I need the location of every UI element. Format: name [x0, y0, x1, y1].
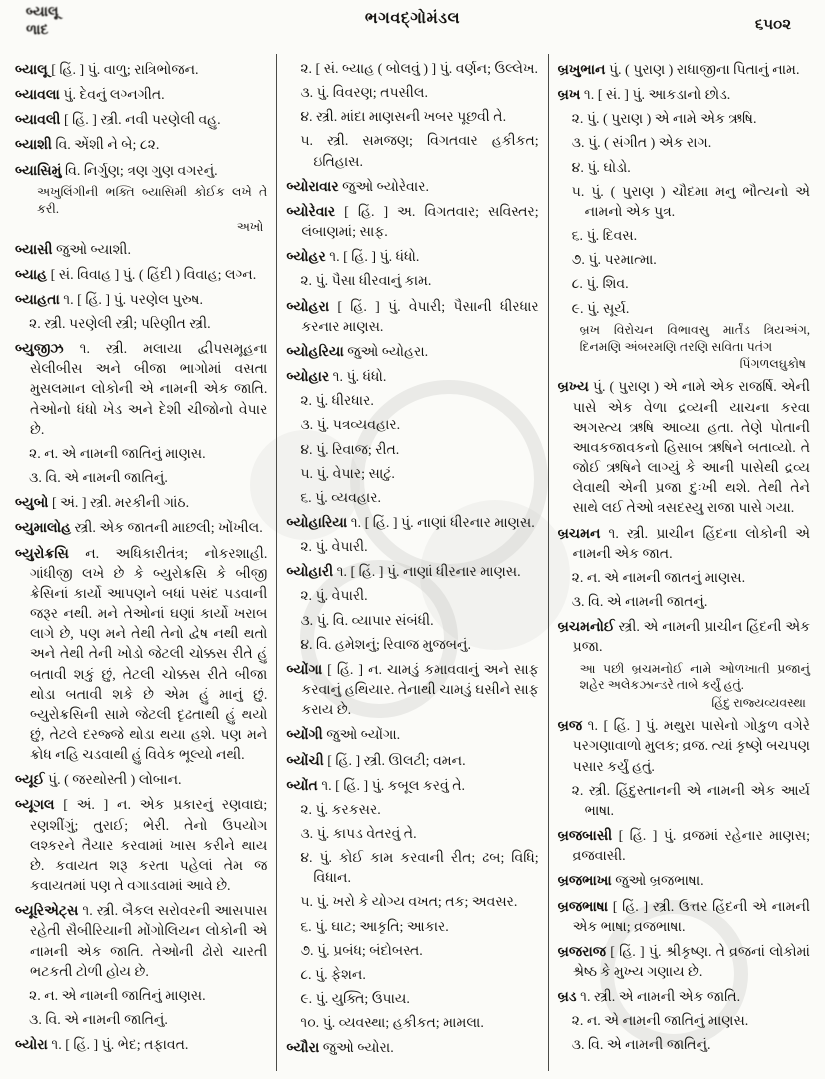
headword: બ્યાવલી: [15, 113, 61, 129]
sense-line: ૪. પું. રિવાજ; રીત.: [300, 442, 400, 458]
headword: બ્યૂરિએટ્સ: [15, 904, 79, 920]
dictionary-entry: બ્રચમન ૧. સ્ત્રી. પ્રાચીન હિંદના લોકોની એ નામની એક જાત.: [557, 526, 810, 562]
sense-line: ૨. સ્ત્રી. પરણેલી સ્ત્રી; પરિણીત સ્ત્રી.: [29, 317, 211, 332]
dictionary-entry: બ્રખ ૧. [ સં. ] પું. આકડાનો છોડ.: [557, 88, 731, 104]
sense-line: ૩. પું. કાપડ વેતરવું તે.: [300, 827, 417, 842]
dictionary-entry: બ્રજરાજ [ હિં. ] પું. શ્રીકૃષ્ણ. તે વ્રજનાં લોકોમાં શ્રેષ્ઠ કે મુખ્ય ગણાય છે.: [557, 944, 810, 980]
headword: બ્રજભાખા: [557, 874, 612, 890]
sense-line: ૮. પું. ફેશન.: [300, 967, 366, 983]
dictionary-entry: બ્યૂરિએટ્સ ૧. સ્ત્રી. બૈકલ સરોવરની આસપાસ રહેતી સૈબીરિયાની મોંગોલિયન લોકોની એ નામની એક જાતિ. તેઓની ઢોરો ચારતી ભટકતી ટોળી હોય છે.: [15, 904, 268, 980]
sense-line: ૨. પું. ધીરધાર.: [300, 394, 374, 410]
dictionary-entry: બ્યાલૂ [ હિં. ] પું. વાળુ; રાત્રિભોજન.: [15, 63, 199, 78]
headword: બ્યુમાલોહ: [15, 521, 72, 537]
dictionary-entry: બ્યુબો [ અં. ] સ્ત્રી. મરકીની ગાંઠ.: [15, 496, 190, 512]
dictionary-entry: બ્યૌરા જુઓ બ્યોરા.: [286, 1041, 394, 1057]
sense-line: ૩. વિ. એ નામની જાતિનું.: [29, 471, 168, 487]
headword: બ્યોહરા: [286, 299, 330, 315]
quotation-attribution: અખો: [236, 219, 264, 234]
dictionary-entry: બ્રજભાખા જુઓ બ્રજભાષા.: [557, 874, 704, 890]
dictionary-entry: બ્યોહારી ૧. [ હિં. ] પું. નાણાં ધીરનાર માણસ.: [286, 565, 521, 581]
headword: બ્યૌરા: [286, 1041, 320, 1057]
dictionary-column-3: [549, 54, 819, 1071]
sense-line: ૩. પું. વિવરણ; તપસીલ.: [300, 86, 428, 102]
sense-line: ૩. વિ. એ નામની જાતનું.: [571, 595, 708, 611]
sense-line: ૯. પું. યુક્તિ; ઉપાય.: [300, 992, 410, 1008]
dictionary-entry: બ્યોરા ૧. [ હિં. ] પું. ભેદ; તફાવત.: [15, 1038, 189, 1054]
dictionary-entry: બ્યૂગલ [ અં. ] ન. એક પ્રકારનું રણવાદ્ય; રણશીંગું; તુરાઈ; ભેરી. તેનો ઉપયોગ લશ્કરને તૈયાર કરવામાં ખાસ કરીને થાય છે. કવાયત શરૂ કરતા પહેલાં તેમ જ કવાયતમાં પણ તે વગાડવામાં આવે છે.: [15, 798, 268, 895]
page-header: [0, 0, 825, 54]
dictionary-entry: બ્રજ ૧. [ હિં. ] પું. મથુરા પાસેનો ગોકુળ વગેરે પરગણાવાળો મુલક; વ્રજ. ત્યાં કૃષ્ણે બચપણ પસાર કર્યું હતું.: [557, 719, 810, 775]
quotation: અખુલિંગીની ભક્તિ બ્યાસિમી કોઈક લખે તે કરી.: [37, 184, 268, 216]
dictionary-column-1: [6, 54, 276, 1071]
quotation-attribution: હિંદુ રાજ્યવ્યવસ્થા: [711, 696, 806, 711]
sense-line: ૨. ન. એ નામની જાતિનું માણસ.: [29, 446, 206, 462]
sense-line: ૪. પું. કોઈ કામ કરવાની રીત; ઢબ; વિધિ; વિધાન.: [300, 851, 539, 887]
dictionary-entry: બ્યોંચી [ હિં. ] સ્ત્રી. ઊલટી; વમન.: [286, 753, 466, 769]
dictionary-entry: બ્યોહારિયા ૧. [ હિં. ] પું. નાણાં ધીરનાર માણસ.: [286, 515, 535, 531]
dictionary-entry: બ્યોહાર ૧. પું. ધંધો.: [286, 370, 387, 386]
catchword-line1: બ્યાલૂ: [25, 4, 59, 21]
sense-line: ૩. વિ. એ નામની જાતિનું.: [29, 1013, 168, 1028]
headword: બ્રજરાજ: [557, 944, 607, 960]
columns-container: [6, 54, 819, 1071]
headword: બ્યાલૂ: [15, 63, 48, 78]
sense-line: ૬. પું. દિવસ.: [571, 229, 638, 245]
sense-line: ૨. [ સં. બ્યાહ ( બોલવું ) ] પું. વર્ણન; ઉલ્લેખ.: [300, 62, 538, 77]
headword: બ્યાશી: [15, 138, 52, 154]
dictionary-entry: બ્યાસી જુઓ બ્યાશી.: [15, 242, 131, 258]
quotation-attribution: પિંગળલઘુકોષ: [739, 357, 806, 372]
headword: બ્યૂઈ: [15, 773, 45, 789]
headword: બ્યોહારિયા: [286, 515, 348, 531]
sense-line: ૩. પું. વિ. વ્યાપાર સંબંધી.: [300, 613, 434, 629]
headword: બ્યોહારી: [286, 565, 334, 581]
headword: બ્યોંચી: [286, 753, 324, 769]
headword: બ્રજબાસી: [557, 829, 613, 845]
dictionary-entry: બ્રખુભાન પું. ( પુરાણ ) રાધાજીના પિતાનું નામ.: [557, 63, 800, 78]
sense-line: ૫. પું. ખરો કે યોગ્ય વખત; તક; અવસર.: [300, 895, 518, 911]
headword: બ્યોહર: [286, 250, 326, 266]
dictionary-entry: બ્યાહતા ૧. [ હિં. ] પું. પરણેલ પુરુષ.: [15, 292, 203, 308]
sense-line: ૨. સ્ત્રી. હિંદુસ્તાનની એ નામની એક આર્ય ભાષા.: [571, 783, 810, 819]
sense-line: ૮. પું. શિવ.: [571, 277, 629, 293]
headword: બ્રજભાષા: [557, 899, 609, 915]
headword: બ્યોરેવાર: [286, 204, 336, 220]
sense-line: ૨. પું. પૈસા ધીરવાનું કામ.: [300, 274, 432, 290]
headword: બ્રખ્ય: [557, 380, 589, 396]
headword: બ્રચમનોઈ: [557, 620, 615, 636]
dictionary-entry: બ્યાસિમું વિ. નિર્ગુણ; ત્રણ ગુણ વગરનું.: [15, 163, 218, 179]
dictionary-entry: બ્રજભાષા [ હિં. ] સ્ત્રી. ઉત્તર હિંદની એ નામની એક ભાષા; વ્રજભાષા.: [557, 899, 810, 935]
sense-line: ૫. પું. ( પુરાણ ) ચૌદમા મનુ ભૌત્યનો એ નામનો એક પુત્ર.: [571, 184, 810, 220]
sense-line: ૬. પું. ઘાટ; આકૃતિ; આકાર.: [300, 919, 449, 935]
quotation: આ પછી બ્રચમનોઈ નામે ઓળખાતી પ્રજાનું શહેર અલેકઝાન્ડરે તાબે કર્યું હતું.: [579, 661, 810, 693]
headword: બ્રખ: [557, 88, 581, 104]
dictionary-entry: બ્રચમનોઈ સ્ત્રી. એ નામની પ્રાચીન હિંદની એક પ્રજા.: [557, 620, 810, 656]
dictionary-entry: બ્રડ ૧. સ્ત્રી. એ નામની એક જાતિ.: [557, 990, 741, 1006]
dictionary-column-2: [276, 54, 548, 1071]
headword: બ્યોંત: [286, 778, 318, 794]
sense-line: ૬. પું. વ્યવહાર.: [300, 490, 381, 506]
sense-line: ૭. પું. પ્રબંધ; બંદોબસ્ત.: [300, 943, 423, 959]
sense-line: ૩. પું. ( સંગીત ) એક રાગ.: [571, 136, 712, 152]
headword: બ્રખુભાન: [557, 63, 606, 78]
dictionary-entry: બ્યાહ [ સં. વિવાહ ] પું. ( હિંદી ) વિવાહ; લગ્ન.: [15, 267, 257, 283]
headword: બ્યાહતા: [15, 292, 60, 308]
dictionary-entry: બ્યાશી વિ. એંશી ને બે; ૮૨.: [15, 138, 160, 154]
sense-line: ૫. પું. વેપાર; સાટું.: [300, 466, 395, 482]
dictionary-entry: બ્યુમાલોહ સ્ત્રી. એક જાતની માછલી; ખોંખીલ.: [15, 521, 263, 537]
sense-line: ૨. પું. વેપારી.: [300, 589, 368, 605]
sense-line: ૨. ન. એ નામની જાતિનું માણસ.: [29, 988, 206, 1004]
headword: બ્યુજીઝ: [15, 342, 64, 358]
sense-line: ૪. વિ. હમેશનું; રિવાજ મુજબનું.: [300, 637, 471, 653]
headword: બ્યોરા: [15, 1038, 48, 1054]
sense-line: ૩. પું. પત્રવ્યવહાર.: [300, 418, 401, 434]
dictionary-entry: બ્યુજીઝ ૧. સ્ત્રી. મલાયા દ્વીપસમૂહના સેલીબીસ અને બીજા ભાગોમાં વસતા મુસલમાન લોકોની એ નામની એક જાતિ. તેઓનો ધંધો ખેડ અને દેશી ચીજોનો વેપાર છે.: [15, 342, 268, 438]
dictionary-entry: બ્રજબાસી [ હિં. ] પું. વ્રજમાં રહેનાર માણસ; વ્રજવાસી.: [557, 829, 810, 865]
sense-line: ૧૦. પું. વ્યવસ્થા; હકીકત; મામલા.: [300, 1016, 484, 1032]
dictionary-entry: બ્યોંગી જુઓ બ્યોંગા.: [286, 728, 401, 744]
catchword-line2: ળાદ: [26, 22, 49, 38]
sense-line: ૨. ન. એ નામની જાતિનું માણસ.: [571, 1014, 749, 1030]
headword: બ્રચમન: [557, 526, 601, 542]
quotation: બ્રખ વિરોચન વિભાવસુ માર્તંડ ત્રિયઅંગ, દિનમણિ અંબરમણિ તરણિ સવિતા પતંગ: [579, 322, 810, 354]
sense-line: ૨. પું. વેપારી.: [300, 540, 368, 556]
headword: બ્યુરોક્રસિ: [15, 546, 69, 562]
headword: બ્રડ: [557, 990, 577, 1006]
sense-line: ૪. પું. ઘોડો.: [571, 160, 631, 176]
dictionary-entry: બ્યોરેવાર [ હિં. ] અ. વિગતવાર; સવિસ્તર; લંબાણમાં; સાફ.: [286, 204, 539, 241]
headword: બ્યાવલા: [15, 88, 60, 104]
sense-line: ૨. પું. કરકસર.: [300, 802, 381, 818]
sense-line: ૭. પું. પરમાત્મા.: [571, 253, 657, 269]
dictionary-entry: બ્યૂઈ પું. ( જરથોસ્તી ) લોબાન.: [15, 773, 182, 789]
headword: બ્યાસી: [15, 242, 53, 258]
dictionary-entry: બ્યાવલી [ હિં. ] સ્ત્રી. નવી પરણેલી વહુ.: [15, 113, 221, 129]
headword: બ્યુબો: [15, 496, 49, 512]
sense-line: ૯. પું. સૂર્ય.: [571, 301, 630, 317]
headword: બ્યૂગલ: [15, 798, 55, 814]
dictionary-entry: બ્યુરોક્રસિ ન. અધિકારીતંત્ર; નોકરશાહી. ગાંધીજી લખે છે કે બ્યુરોક્રસિ કે બીજી ક્રેસિનાં કાર્યો આપણને બધાં પસંદ પડવાની જરૂર નથી. મને તેઓનાં ઘણાં કાર્યો ખરાબ લાગે છે, પણ મને તેથી તેનો દ્વેષ નથી થતો અને તેથી તેની ખોડો જેટલી ચોક્કસ રીતે હું બતાવી શકું છું, તેટલી ચોક્કસ રીતે બીજા થોડા બતાવી શકે છે એમ હું માનું છું. બ્યુરોક્રસિની સામે જેટલી દૃઢતાથી હું થયો છું, તેટલે દરજ્જે થોડા થયા હશે. પણ મને ક્રોધ નહિ ચડવાથી હું વિવેક ભૂલ્યો નથી.: [15, 546, 268, 764]
dictionary-entry: બ્યોહરા [ હિં. ] પું. વેપારી; પૈસાની ધીરધાર કરનાર માણસ.: [286, 299, 539, 335]
headword: બ્યોંગા: [286, 662, 323, 678]
dictionary-entry: બ્યોહરિયા જુઓ બ્યોહરા.: [286, 344, 429, 360]
dictionary-entry: બ્યોરાવાર જુઓ બ્યોરેવાર.: [286, 179, 429, 195]
page-number: ૬૫૦૨: [754, 17, 791, 33]
sense-line: ૫. સ્ત્રી. સમજણ; વિગતવાર હકીકત; ઇતિહાસ.: [300, 134, 539, 170]
headword: બ્યોહાર: [286, 370, 330, 386]
headword: બ્રજ: [557, 719, 583, 735]
sense-line: ૪. સ્ત્રી. માંદા માણસની ખબર પૂછવી તે.: [300, 110, 507, 126]
headword: બ્યોરાવાર: [286, 179, 339, 195]
page-title: ભગવદ્ગોમંડલ: [364, 10, 461, 27]
dictionary-entry: બ્યોંત ૧. [ હિં. ] પું. કબૂલ કરવું તે.: [286, 778, 466, 794]
headword: બ્યોહરિયા: [286, 344, 344, 360]
sense-line: ૨. ન. એ નામની જાતનું માણસ.: [571, 570, 746, 586]
sense-line: ૩. વિ. એ નામની જાતિનું.: [571, 1038, 711, 1054]
dictionary-entry: બ્રખ્ય પું. ( પુરાણ ) એ નામે એક રાજર્ષિ. એની પાસે એક વેળા દ્રવ્યની યાચના કરવા અગસ્ત્ય ઋષિ આવ્યા હતા. તેણે પોતાની આવકજાવકનો હિસાબ ઋષિને બતાવ્યો. તે જોઈ ઋષિને લાગ્યું કે આની પાસેથી દ્રવ્ય લેવાથી એની પ્રજા દુઃખી થશે. તેથી તેને સાથે લઈ તેઓ ત્રસદસ્યુ રાજા પાસે ગયા.: [557, 380, 810, 517]
headword: બ્યોંગી: [286, 728, 323, 744]
sense-line: ૨. પું. ( પુરાણ ) એ નામે એક ઋષિ.: [571, 112, 757, 128]
headword: બ્યાહ: [15, 267, 48, 283]
headword: બ્યાસિમું: [15, 163, 62, 179]
dictionary-entry: બ્યોહર ૧. [ હિં. ] પું. ધંધો.: [286, 250, 420, 266]
dictionary-entry: બ્યાવલા પું. દેવનું લગ્નગીત.: [15, 88, 165, 104]
dictionary-entry: બ્યોંગા [ હિં. ] ન. ચામડું કમાવવાનું અને સાફ કરવાનું હથિયાર. તેનાથી ચામડું ઘસીને સાફ કરાય છે.: [286, 662, 539, 719]
